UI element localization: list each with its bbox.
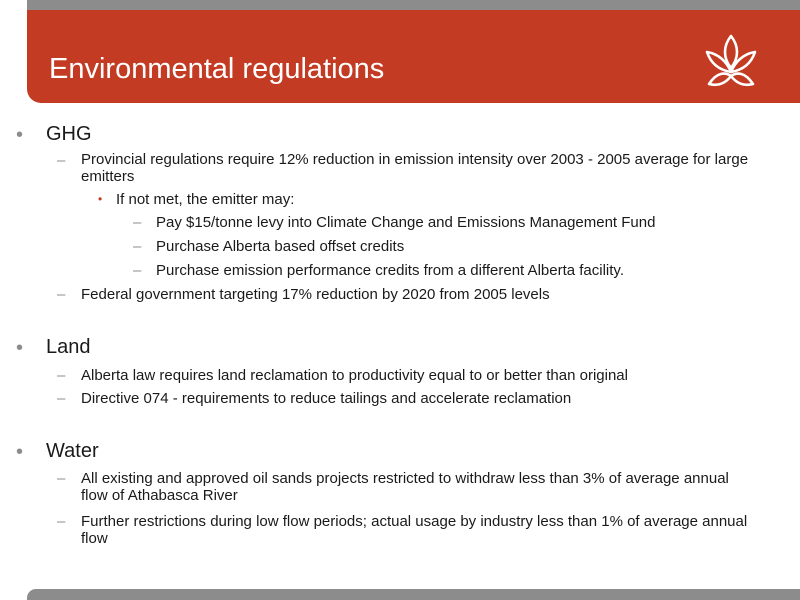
slide-title: Environmental regulations (49, 53, 385, 85)
bullet-dot: • (98, 192, 103, 206)
list-item: Purchase Alberta based offset credits (156, 238, 405, 255)
dash-bullet: – (57, 390, 66, 407)
list-item: Pay $15/tonne levy into Climate Change and Emissions Management Fund (156, 214, 656, 231)
dash-bullet: – (57, 470, 66, 487)
bullet-dot: • (16, 124, 24, 146)
list-item: All existing and approved oil sands projects restricted to withdraw less than 3% of average annual flow of Athabasca River (81, 470, 729, 504)
list-item: If not met, the emitter may: (116, 191, 295, 208)
list-item: Directive 074 - requirements to reduce tailings and accelerate reclamation (81, 390, 572, 407)
bullet-dot: • (16, 441, 24, 463)
dash-bullet: – (57, 513, 66, 530)
bottom-accent-bar (27, 589, 800, 600)
section-heading-water: Water (46, 440, 99, 462)
lotus-logo-icon (703, 32, 759, 90)
dash-bullet: – (133, 262, 142, 279)
dash-bullet: – (57, 152, 66, 169)
section-heading-ghg: GHG (46, 123, 92, 145)
list-item: Purchase emission performance credits from a different Alberta facility. (156, 262, 624, 279)
list-item: Alberta law requires land reclamation to productivity equal to or better than original (81, 367, 628, 384)
dash-bullet: – (133, 238, 142, 255)
bullet-dot: • (16, 337, 24, 359)
list-item: Provincial regulations require 12% reduction in emission intensity over 2003 - 2005 average for large emitters (81, 151, 749, 185)
dash-bullet: – (57, 367, 66, 384)
list-item: Further restrictions during low flow periods; actual usage by industry less than 1% of average annual flow (81, 513, 748, 547)
dash-bullet: – (133, 214, 142, 231)
top-accent-bar (27, 0, 800, 10)
dash-bullet: – (57, 286, 66, 303)
slide-header (27, 10, 800, 103)
section-heading-land: Land (46, 336, 91, 358)
list-item: Federal government targeting 17% reduction by 2020 from 2005 levels (81, 286, 550, 303)
